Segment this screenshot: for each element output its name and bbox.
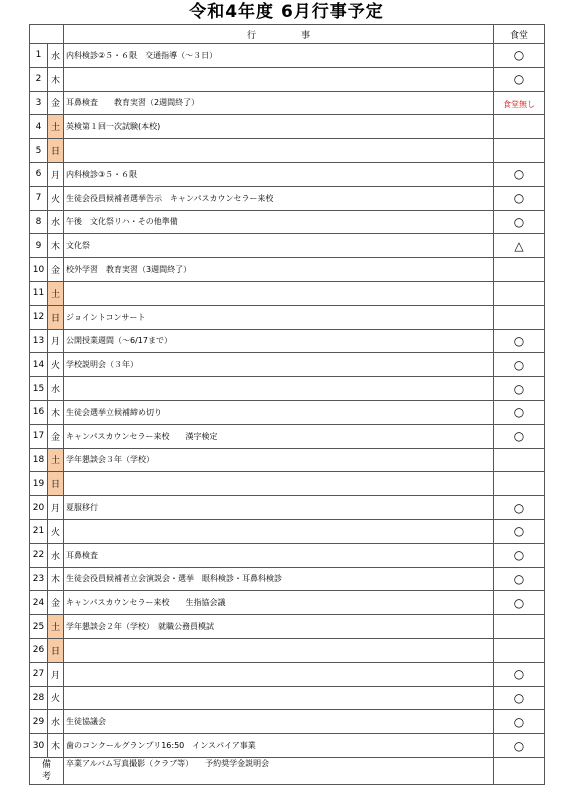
event-text: 生徒会選挙立候補締め切り [64, 400, 494, 424]
day-number: 15 [30, 377, 48, 401]
table-row [30, 44, 545, 68]
weekday: 月 [48, 329, 64, 353]
event-text: 学年懇談会３年（学校） [64, 448, 494, 472]
cafeteria-mark: ○ [494, 734, 545, 758]
weekday: 月 [48, 162, 64, 186]
schedule-table [29, 24, 545, 785]
table-row [30, 686, 545, 710]
weekday: 木 [48, 67, 64, 91]
table-row [30, 186, 545, 210]
table-row [30, 258, 545, 282]
event-text: 生徒協議会 [64, 710, 494, 734]
cafeteria-mark [494, 281, 545, 305]
cafeteria-mark: ○ [494, 686, 545, 710]
day-number: 10 [30, 258, 48, 282]
weekday: 木 [48, 400, 64, 424]
cafeteria-mark [494, 448, 545, 472]
table-row [30, 91, 545, 115]
cafeteria-mark: ○ [494, 662, 545, 686]
weekday: 金 [48, 91, 64, 115]
table-row [30, 400, 545, 424]
day-number: 29 [30, 710, 48, 734]
cafeteria-mark: ○ [494, 591, 545, 615]
day-number: 30 [30, 734, 48, 758]
table-row [30, 472, 545, 496]
notes-cafeteria-cell [494, 757, 545, 784]
weekday: 日 [48, 472, 64, 496]
notes-text: 卒業アルバム写真撮影（クラブ等） 予約奨学金説明会 [64, 757, 494, 784]
cafeteria-mark [494, 258, 545, 282]
weekday: 日 [48, 638, 64, 662]
event-text [64, 281, 494, 305]
table-row [30, 377, 545, 401]
day-number: 19 [30, 472, 48, 496]
table-header-row [30, 25, 545, 44]
cafeteria-mark: ○ [494, 424, 545, 448]
cafeteria-mark: ○ [494, 210, 545, 234]
weekday: 月 [48, 662, 64, 686]
event-text: 生徒会役員候補者選挙告示 キャンパスカウンセラー来校 [64, 186, 494, 210]
weekday: 土 [48, 615, 64, 639]
table-row [30, 424, 545, 448]
day-number: 14 [30, 353, 48, 377]
table-row [30, 710, 545, 734]
table-row [30, 638, 545, 662]
weekday: 金 [48, 424, 64, 448]
table-row [30, 234, 545, 258]
table-row [30, 519, 545, 543]
weekday: 金 [48, 591, 64, 615]
table-row [30, 543, 545, 567]
day-number: 8 [30, 210, 48, 234]
event-text [64, 472, 494, 496]
weekday: 火 [48, 686, 64, 710]
day-number: 22 [30, 543, 48, 567]
event-text: キャンパスカウンセラー来校 生指協会議 [64, 591, 494, 615]
day-number: 25 [30, 615, 48, 639]
cafeteria-mark: ○ [494, 496, 545, 520]
event-text: 歯のコンクールグランプリ16:50 インスパイア事業 [64, 734, 494, 758]
cafeteria-mark: △ [494, 234, 545, 258]
cafeteria-mark [494, 305, 545, 329]
cafeteria-mark [494, 115, 545, 139]
table-row [30, 67, 545, 91]
event-text [64, 519, 494, 543]
weekday: 月 [48, 496, 64, 520]
event-text: 学校説明会（３年） [64, 353, 494, 377]
cafeteria-mark [494, 615, 545, 639]
day-number: 5 [30, 139, 48, 163]
day-number: 6 [30, 162, 48, 186]
cafeteria-mark [494, 91, 545, 115]
notes-row [30, 757, 545, 784]
page-title: 令和4年度 6月行事予定 [189, 2, 384, 22]
table-row [30, 496, 545, 520]
cafeteria-mark: ○ [494, 710, 545, 734]
day-number: 1 [30, 44, 48, 68]
cafeteria-mark: ○ [494, 44, 545, 68]
weekday: 水 [48, 210, 64, 234]
weekday: 日 [48, 305, 64, 329]
event-text [64, 686, 494, 710]
event-text: 英検第１回一次試験(本校) [64, 115, 494, 139]
table-row [30, 615, 545, 639]
weekday: 土 [48, 115, 64, 139]
cafeteria-mark [494, 139, 545, 163]
table-row [30, 448, 545, 472]
event-text [64, 139, 494, 163]
weekday: 水 [48, 44, 64, 68]
table-row [30, 162, 545, 186]
event-text [64, 67, 494, 91]
weekday: 火 [48, 186, 64, 210]
weekday: 土 [48, 281, 64, 305]
day-number: 12 [30, 305, 48, 329]
event-text: 午後 文化祭リハ・その他準備 [64, 210, 494, 234]
weekday: 木 [48, 567, 64, 591]
event-text [64, 662, 494, 686]
weekday: 金 [48, 258, 64, 282]
cafeteria-mark: ○ [494, 353, 545, 377]
weekday: 木 [48, 234, 64, 258]
table-row [30, 305, 545, 329]
day-number: 26 [30, 638, 48, 662]
day-number: 17 [30, 424, 48, 448]
event-text: ジョイントコンサート [64, 305, 494, 329]
day-number: 16 [30, 400, 48, 424]
event-text [64, 638, 494, 662]
weekday: 水 [48, 710, 64, 734]
cafeteria-mark: ○ [494, 377, 545, 401]
cafeteria-mark: ○ [494, 519, 545, 543]
weekday: 火 [48, 519, 64, 543]
weekday: 木 [48, 734, 64, 758]
event-text: 公開授業週間（～6/17まで） [64, 329, 494, 353]
cafeteria-mark: ○ [494, 543, 545, 567]
table-row [30, 210, 545, 234]
day-number: 9 [30, 234, 48, 258]
weekday: 水 [48, 377, 64, 401]
event-text: 耳鼻検査 [64, 543, 494, 567]
weekday: 火 [48, 353, 64, 377]
cafeteria-mark: ○ [494, 567, 545, 591]
day-number: 20 [30, 496, 48, 520]
table-row [30, 281, 545, 305]
event-text: 文化祭 [64, 234, 494, 258]
table-row [30, 353, 545, 377]
cafeteria-mark: ○ [494, 186, 545, 210]
cafeteria-mark: ○ [494, 329, 545, 353]
day-number: 11 [30, 281, 48, 305]
cafeteria-mark: ○ [494, 162, 545, 186]
weekday: 日 [48, 139, 64, 163]
day-number: 4 [30, 115, 48, 139]
no-cafeteria-label: 食堂無し [503, 99, 535, 109]
day-number: 27 [30, 662, 48, 686]
table-row [30, 662, 545, 686]
day-number: 18 [30, 448, 48, 472]
event-text: キャンパスカウンセラー来校 漢字検定 [64, 424, 494, 448]
day-number: 28 [30, 686, 48, 710]
cafeteria-mark [494, 472, 545, 496]
header-cafeteria: 食堂 [494, 25, 545, 44]
day-number: 7 [30, 186, 48, 210]
header-events: 行 事 [64, 25, 494, 44]
day-number: 21 [30, 519, 48, 543]
table-row [30, 567, 545, 591]
notes-label: 備 考 [30, 757, 64, 784]
event-text: 内科検診③５・６限 [64, 162, 494, 186]
weekday: 土 [48, 448, 64, 472]
cafeteria-mark [494, 638, 545, 662]
event-text: 夏服移行 [64, 496, 494, 520]
day-number: 24 [30, 591, 48, 615]
event-text: 耳鼻検査 教育実習（2週間終了） [64, 91, 494, 115]
table-row [30, 591, 545, 615]
event-text: 生徒会役員候補者立会演説会・選挙 眼科検診・耳鼻科検診 [64, 567, 494, 591]
day-number: 23 [30, 567, 48, 591]
table-row [30, 734, 545, 758]
header-blank-cell [30, 25, 64, 44]
cafeteria-mark: ○ [494, 67, 545, 91]
event-text: 学年懇談会２年（学校） 就職公務員模試 [64, 615, 494, 639]
table-row [30, 139, 545, 163]
event-text [64, 377, 494, 401]
day-number: 13 [30, 329, 48, 353]
cafeteria-mark: ○ [494, 400, 545, 424]
event-text: 内科検診②５・６限 交通指導（～３日） [64, 44, 494, 68]
event-text: 校外学習 教育実習（3週間終了） [64, 258, 494, 282]
weekday: 水 [48, 543, 64, 567]
day-number: 2 [30, 67, 48, 91]
table-row [30, 329, 545, 353]
table-row [30, 115, 545, 139]
day-number: 3 [30, 91, 48, 115]
